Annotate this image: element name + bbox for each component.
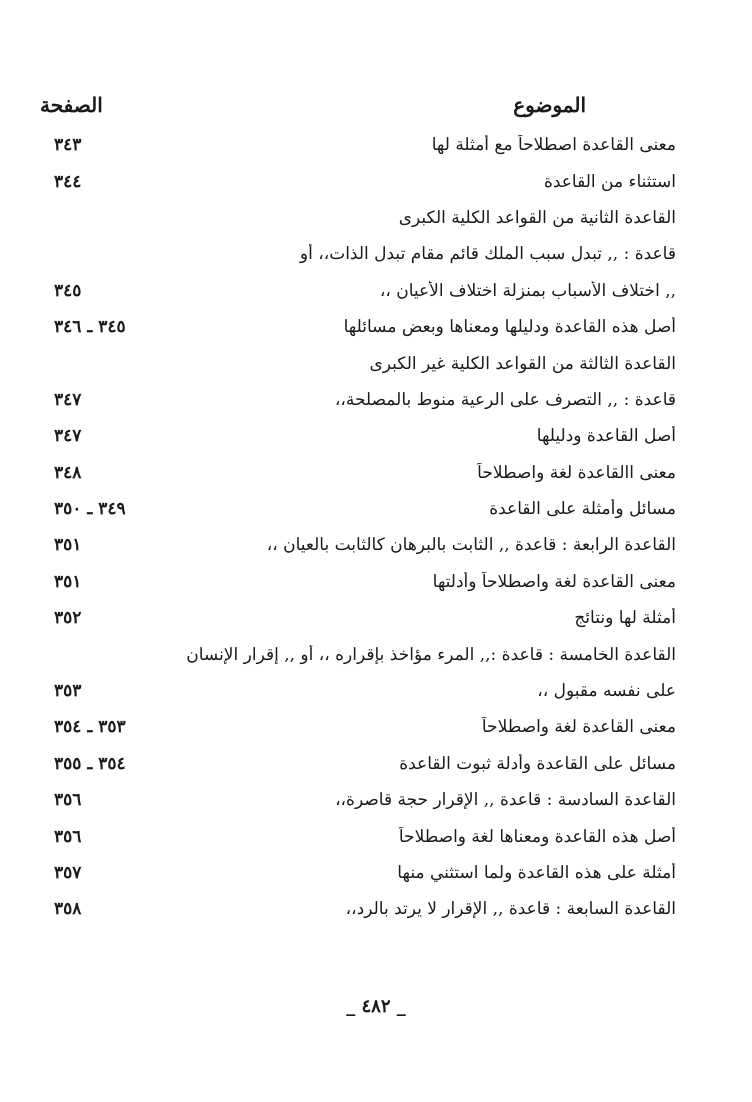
toc-row	[40, 163, 676, 199]
toc-topic: أصل هذه القاعدة ومعناها لغة واصطلاحاً	[398, 826, 676, 847]
toc-row	[40, 418, 676, 454]
toc-row	[40, 491, 676, 527]
toc-row	[40, 564, 676, 600]
toc-topic: أمثلة لها ونتائج	[574, 608, 676, 629]
toc-row	[40, 236, 676, 272]
toc-topic: على نفسه مقبول ،،	[537, 681, 676, 702]
toc-topic: قاعدة : ,, تبدل سبب الملك قائم مقام تبدل الذات،، أو	[299, 244, 676, 265]
toc-row	[40, 782, 676, 818]
toc-row	[40, 527, 676, 563]
toc-page-number: ٣٥٣ ـ ٣٥٤	[54, 717, 126, 738]
subject-column-header: الموضوع	[513, 93, 586, 117]
toc-topic: قاعدة : ,, التصرف على الرعية منوط بالمصلحة،،	[334, 389, 676, 410]
toc-page-number: ٣٤٥	[54, 280, 82, 301]
toc-row	[40, 709, 676, 745]
toc-page-number: ٣٥٦	[54, 826, 82, 847]
toc-topic: أمثلة على هذه القاعدة ولما استثني منها	[397, 863, 676, 883]
toc-topic: القاعدة السابعة : قاعدة ,, الإقرار لا يرتد بالرد،،	[345, 899, 676, 920]
toc-row	[40, 818, 676, 854]
toc-topic: استثناء من القاعدة	[543, 171, 676, 192]
toc-row	[40, 382, 676, 418]
toc-row	[40, 309, 676, 345]
toc-row	[40, 127, 676, 163]
toc-topic: أصل القاعدة ودليلها	[536, 426, 676, 447]
page-number: _ ٤٨٢ _	[346, 996, 406, 1017]
toc-page-number: ٣٤٨	[54, 462, 82, 483]
toc-page-number: ٣٥٣	[54, 681, 82, 702]
page-column-header: الصفحة	[40, 93, 103, 117]
toc-page-number: ٣٤٧	[54, 426, 82, 447]
toc-topic: ,, اختلاف الأسباب بمنزلة اختلاف الأعيان ،،	[379, 280, 676, 301]
toc-topic: معنى القاعدة لغة واصطلاحاً	[481, 717, 676, 738]
toc-row	[40, 636, 676, 672]
toc-topic: أصل هذه القاعدة ودليلها ومعناها وبعض مسائلها	[343, 317, 676, 338]
toc-topic: مسائل وأمثلة على القاعدة	[489, 499, 676, 520]
toc-page-number: ٣٤٥ ـ ٣٤٦	[54, 317, 126, 338]
toc-row	[40, 200, 676, 236]
toc-topic: مسائل على القاعدة وأدلة ثبوت القاعدة	[399, 753, 676, 774]
toc-page-number: ٣٥٧	[54, 863, 82, 883]
toc-page-number: ٣٤٩ ـ ٣٥٠	[54, 499, 126, 520]
table-of-contents	[40, 127, 676, 928]
toc-row	[40, 855, 676, 891]
toc-page-number: ٣٥١	[54, 535, 82, 556]
toc-row	[40, 600, 676, 636]
toc-row	[40, 673, 676, 709]
toc-page-number: ٣٥٦	[54, 790, 82, 811]
toc-page-number: ٣٥٨	[54, 899, 82, 920]
toc-page-number: ٣٤٣	[54, 135, 82, 156]
toc-topic: القاعدة الخامسة : قاعدة :,, المرء مؤاخذ بإقراره ،، أو ,, إقرار الإنسان	[186, 644, 676, 665]
toc-row	[40, 746, 676, 782]
toc-row	[40, 345, 676, 381]
toc-page-number: ٣٤٤	[54, 171, 82, 192]
toc-topic: القاعدة الثانية من القواعد الكلية الكبرى	[398, 207, 676, 228]
table-header	[40, 88, 676, 122]
toc-page-number: ٣٥٤ ـ ٣٥٥	[54, 753, 126, 774]
toc-page-number: ٣٤٧	[54, 389, 82, 410]
toc-row	[40, 891, 676, 927]
toc-topic: معنى القاعدة لغة واصطلاحاً وأدلتها	[432, 571, 676, 592]
toc-topic: القاعدة السادسة : قاعدة ,, الإقرار حجة قاصرة،،	[335, 790, 676, 811]
toc-row	[40, 273, 676, 309]
toc-topic: القاعدة الثالثة من القواعد الكلية غير الكبرى	[369, 353, 676, 374]
toc-topic: معنى القاعدة اصطلاحاً مع أمثلة لها	[431, 135, 676, 156]
toc-row	[40, 455, 676, 491]
toc-topic: معنى االقاعدة لغة واصطلاحاً	[477, 462, 676, 483]
toc-page-number: ٣٥٢	[54, 608, 82, 629]
toc-topic: القاعدة الرابعة : قاعدة ,, الثابت بالبرهان كالثابت بالعيان ،،	[266, 535, 676, 556]
toc-page-number: ٣٥١	[54, 571, 82, 592]
